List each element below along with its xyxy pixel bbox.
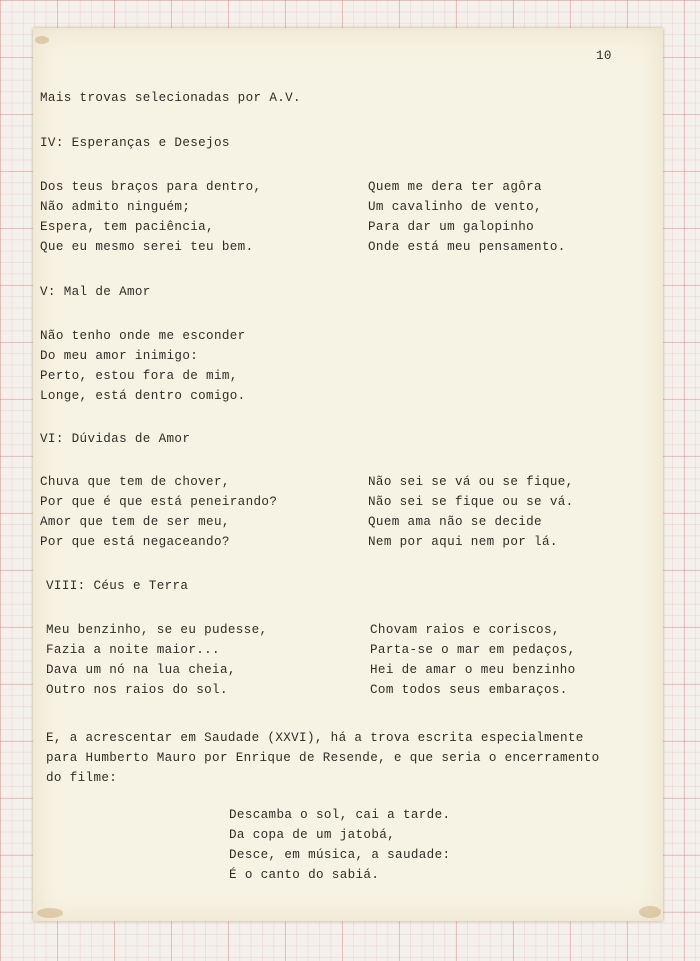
paragraph-line: E, a acrescentar em Saudade (XXVI), há a trova escrita especialmente — [46, 731, 584, 745]
verse-line: Não sei se vá ou se fique, — [368, 475, 574, 489]
page-number: 10 — [596, 49, 612, 63]
verse-line: Desce, em música, a saudade: — [229, 848, 451, 862]
verse-line: Que eu mesmo serei teu bem. — [40, 240, 254, 254]
section-title: V: Mal de Amor — [40, 285, 151, 299]
verse-line: Parta-se o mar em pedaços, — [370, 643, 576, 657]
verse-line: Dos teus braços para dentro, — [40, 180, 262, 194]
verse-line: Por que está negaceando? — [40, 535, 230, 549]
verse-line: Chovam raios e coriscos, — [370, 623, 560, 637]
verse-line: Chuva que tem de chover, — [40, 475, 230, 489]
paper-stain — [35, 36, 49, 44]
verse-line: Espera, tem paciência, — [40, 220, 214, 234]
paragraph-line: para Humberto Mauro por Enrique de Resende, e que seria o encerramento — [46, 751, 600, 765]
verse-line: Fazia a noite maior... — [46, 643, 220, 657]
verse-left — [40, 326, 246, 406]
verse-left — [40, 177, 261, 257]
page-heading: Mais trovas selecionadas por A.V. — [40, 91, 301, 105]
verse-left — [40, 472, 277, 552]
verse-line: Um cavalinho de vento, — [368, 200, 542, 214]
verse-line: Descamba o sol, cai a tarde. — [229, 808, 451, 822]
closing-paragraph — [46, 728, 600, 788]
verse-line: Não sei se fique ou se vá. — [368, 495, 574, 509]
verse-line: Onde está meu pensamento. — [368, 240, 566, 254]
verse-line: Outro nos raios do sol. — [46, 683, 228, 697]
section-title: VI: Dúvidas de Amor — [40, 432, 191, 446]
verse-line: Dava um nó na lua cheia, — [46, 663, 236, 677]
verse-line: Não tenho onde me esconder — [40, 329, 246, 343]
verse-line: Meu benzinho, se eu pudesse, — [46, 623, 268, 637]
verse-line: Da copa de um jatobá, — [229, 828, 396, 842]
verse-line: Hei de amar o meu benzinho — [370, 663, 576, 677]
verse-line: Para dar um galopinho — [368, 220, 535, 234]
verse-line: Quem ama não se decide — [368, 515, 542, 529]
verse-line: Não admito ninguém; — [40, 200, 191, 214]
paper-stain — [639, 906, 661, 918]
verse-line: Perto, estou fora de mim, — [40, 369, 238, 383]
verse-line: Do meu amor inimigo: — [40, 349, 199, 363]
verse-left — [46, 620, 267, 700]
closing-verse — [229, 805, 450, 885]
verse-line: Amor que tem de ser meu, — [40, 515, 230, 529]
paper-stain — [37, 908, 63, 918]
verse-right — [368, 177, 566, 257]
verse-right — [368, 472, 574, 552]
verse-line: Quem me dera ter agôra — [368, 180, 542, 194]
section-title: IV: Esperanças e Desejos — [40, 136, 230, 150]
section-title: VIII: Céus e Terra — [46, 579, 189, 593]
verse-line: Longe, está dentro comigo. — [40, 389, 246, 403]
verse-line: Por que é que está peneirando? — [40, 495, 278, 509]
verse-line: Nem por aqui nem por lá. — [368, 535, 558, 549]
verse-right — [370, 620, 576, 700]
paragraph-line: do filme: — [46, 771, 118, 785]
verse-line: Com todos seus embaraços. — [370, 683, 568, 697]
verse-line: É o canto do sabiá. — [229, 868, 380, 882]
